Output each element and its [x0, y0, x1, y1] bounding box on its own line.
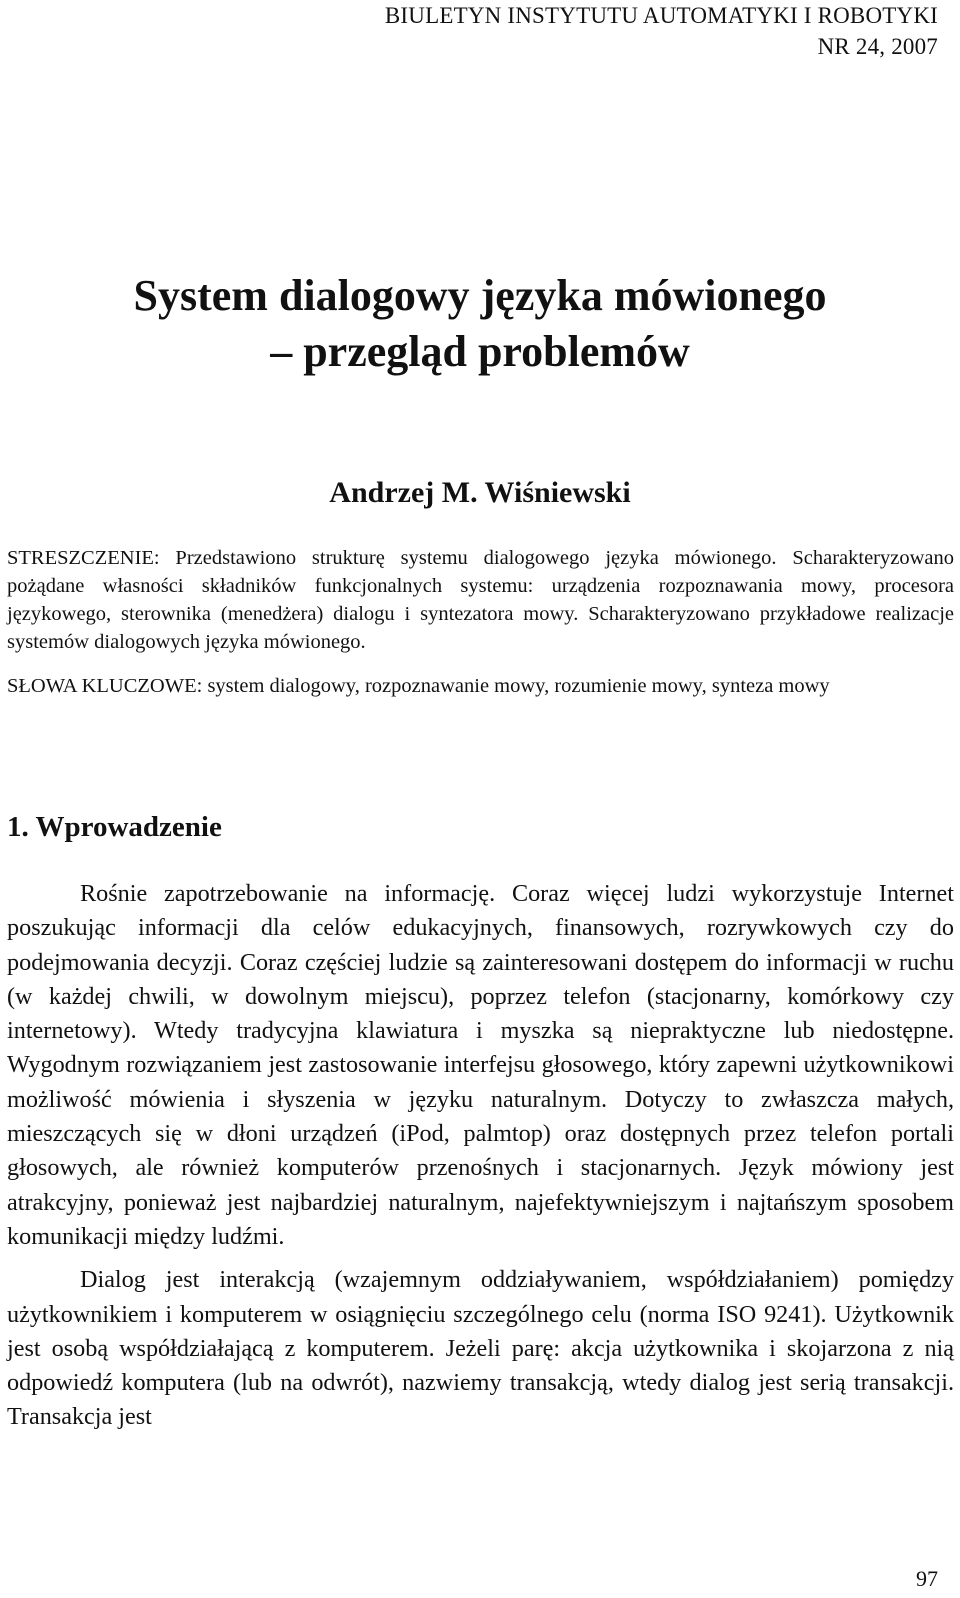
section-title: Wprowadzenie: [35, 811, 222, 843]
running-header: [385, 0, 938, 62]
abstract-text: Przedstawiono strukturę systemu dialogowego języka mówionego. Scharakteryzowano pożądane własności składników funkcjonalnych systemu: urządzenia rozpoznawania mowy, procesora językowego, sterownika (menedżera) dialogu i syntezatora mowy. Scharakteryzowano przykładowe realizacje systemów dialogowych języka mówionego.: [7, 547, 955, 653]
paper-title: [0, 268, 960, 380]
section-number: 1.: [7, 811, 29, 843]
paragraph-2: Dialog jest interakcją (wzajemnym oddziaływaniem, współdziałaniem) pomiędzy użytkownikiem i komputerem w osiągnięciu szczególnego celu (norma ISO 9241). Użytkownik jest osobą współdziałającą z komputerem. Jeżeli parę: akcja użytkownika i skojarzona z nią odpowiedź komputera (lub na odwrót), nazwiemy transakcją, wtedy dialog jest serią transakcji. Transakcja jest: [7, 1266, 954, 1431]
keywords-label: SŁOWA KLUCZOWE:: [7, 675, 203, 697]
abstract: [7, 544, 954, 656]
keywords-text: system dialogowy, rozpoznawanie mowy, rozumienie mowy, synteza mowy: [207, 675, 830, 697]
page-number: 97: [916, 1566, 938, 1591]
journal-issue: NR 24, 2007: [817, 34, 938, 59]
body-text: [7, 877, 954, 1444]
section-heading: [7, 808, 222, 846]
keywords: [7, 672, 954, 700]
paper-title-line-2: – przegląd problemów: [270, 327, 690, 376]
paragraph-1: Rośnie zapotrzebowanie na informację. Coraz więcej ludzi wykorzystuje Internet poszukując informacji dla celów edukacyjnych, finansowych, rozrywkowych czy do podejmowania decyzji. Coraz częściej ludzie są zainteresowani dostępem do informacji w ruchu (w każdej chwili, w dowolnym miejscu), poprzez telefon (stacjonarny, komórkowy czy internetowy). Wtedy tradycyjna klawiatura i myszka są niepraktyczne lub niedostępne. Wygodnym rozwiązaniem jest zastosowanie interfejsu głosowego, który zapewni użytkownikowi możliwość mówienia i słyszenia w języku naturalnym. Dotyczy to zwłaszcza małych, mieszczących się w dłoni urządzeń (iPod, palmtop) oraz dostępnych przez telefon portali głosowych, ale również komputerów przenośnych i stacjonarnych. Język mówiony jest atrakcyjny, ponieważ jest najbardziej naturalnym, najefektywniejszym i najtańszym sposobem komunikacji między ludźmi.: [7, 880, 954, 1250]
author-name: Andrzej M. Wiśniewski: [329, 476, 631, 509]
abstract-label: STRESZCZENIE:: [7, 547, 160, 569]
journal-name: BIULETYN INSTYTUTU AUTOMATYKI I ROBOTYKI: [384, 3, 938, 28]
paper-title-line-1: System dialogowy języka mówionego: [133, 271, 827, 320]
